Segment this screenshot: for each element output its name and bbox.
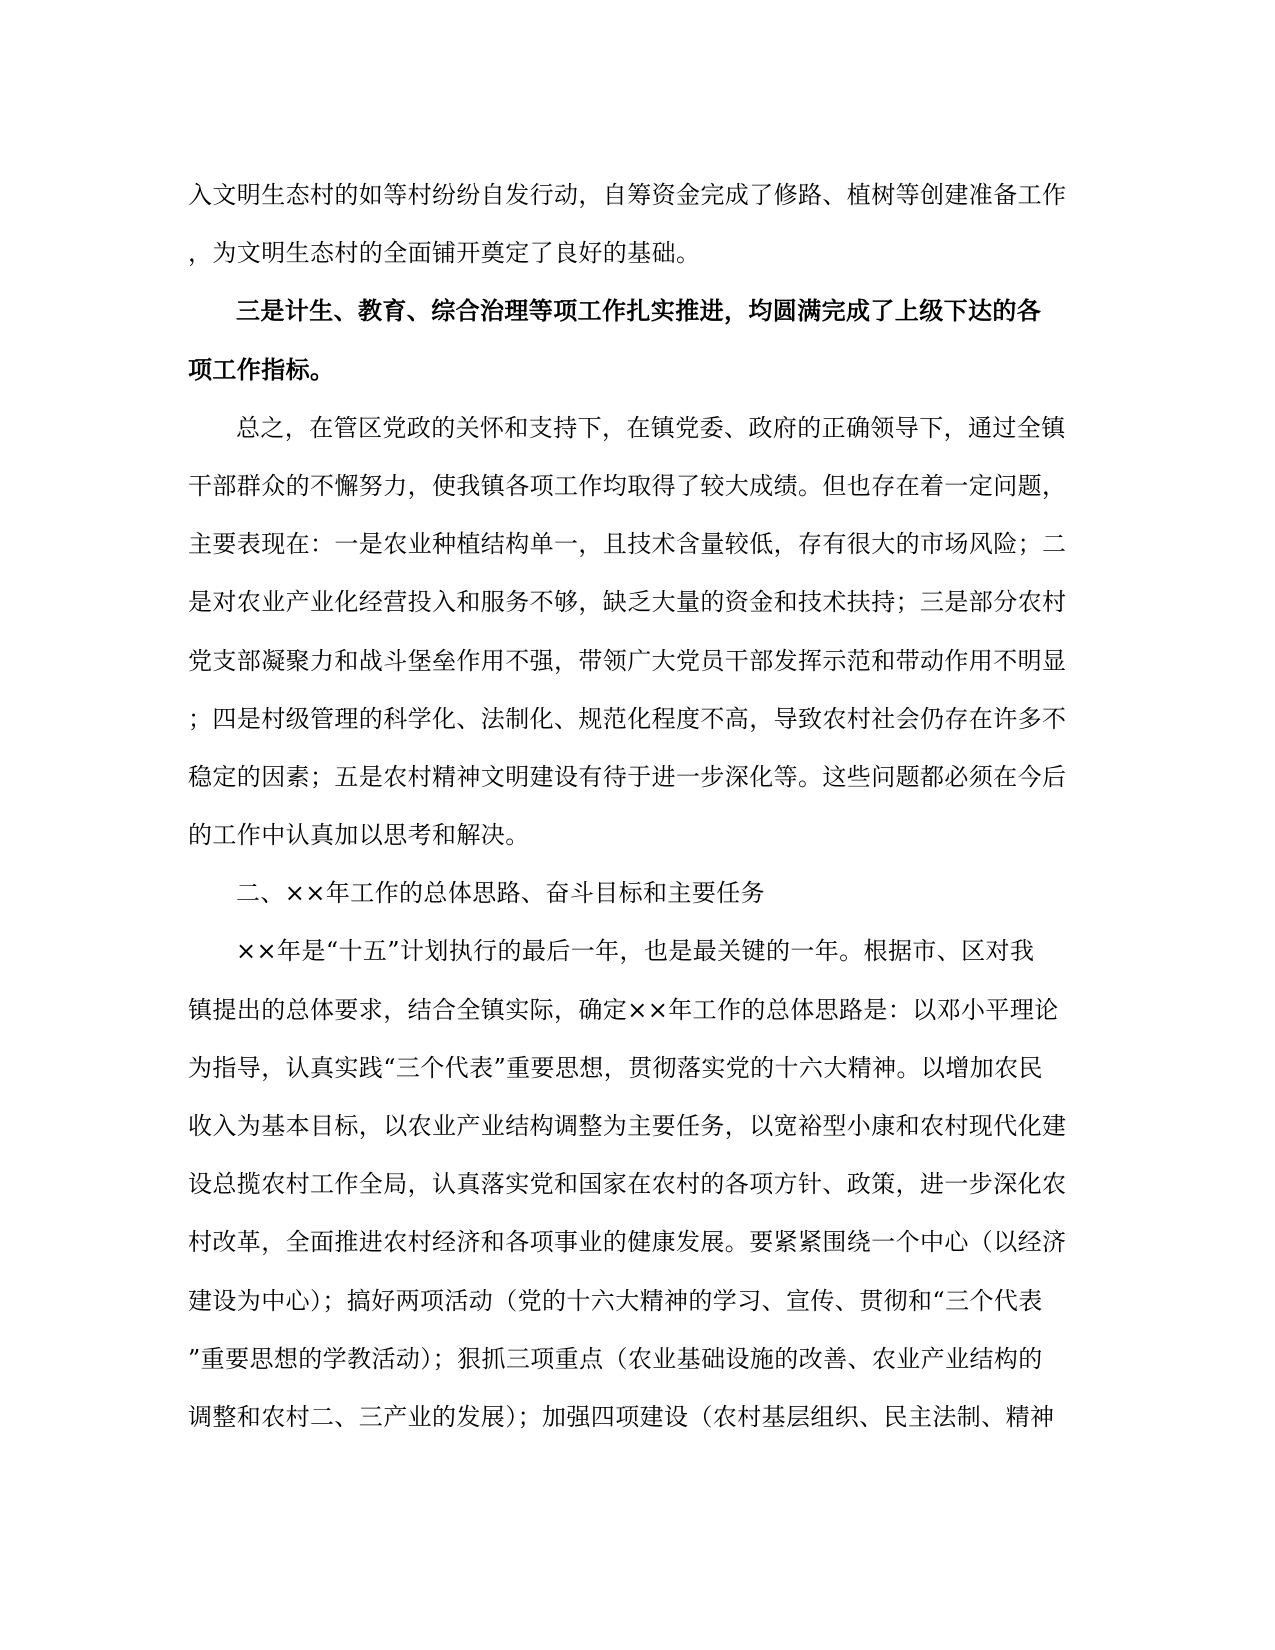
text-line: 设总揽农村工作全局，认真落实党和国家在农村的各项方针、政策，进一步深化农 <box>188 1170 1067 1199</box>
text-line: 村改革，全面推进农村经济和各项事业的健康发展。要紧紧围绕一个中心（以经济 <box>188 1228 1067 1257</box>
document-body <box>188 166 1088 1446</box>
text-line: 总之，在管区党政的关怀和支持下，在镇党委、政府的正确领导下，通过全镇 <box>236 413 1066 442</box>
text-line: 入文明生态村的如等村纷纷自发行动，自筹资金完成了修路、植树等创建准备工作 <box>188 181 1067 209</box>
text-line: 镇提出的总体要求，结合全镇实际，确定××年工作的总体思路是：以邓小平理论 <box>188 995 1059 1024</box>
text-line: 三是计生、教育、综合治理等项工作扎实推进，均圆满完成了上级下达的各 <box>236 296 1042 326</box>
section-heading: 二、××年工作的总体思路、奋斗目标和主要任务 <box>236 879 766 908</box>
text-line: 党支部凝聚力和战斗堡垒作用不强，带领广大党员干部发挥示范和带动作用不明显 <box>188 646 1067 675</box>
text-line: 是对农业产业化经营投入和服务不够，缺乏大量的资金和技术扶持；三是部分农村 <box>188 588 1067 617</box>
text-line: 稳定的因素；五是农村精神文明建设有待于进一步深化等。这些问题都必须在今后 <box>188 762 1067 791</box>
text-line: 的工作中认真加以思考和解决。 <box>188 821 530 850</box>
text-line: ××年是“十五”计划执行的最后一年，也是最关键的一年。根据市、区对我 <box>236 937 1035 966</box>
text-line: 干部群众的不懈努力，使我镇各项工作均取得了较大成绩。但也存在着一定问题， <box>188 471 1067 500</box>
text-line: 收入为基本目标，以农业产业结构调整为主要任务，以宽裕型小康和农村现代化建 <box>188 1112 1067 1140</box>
text-line: 调整和农村二、三产业的发展）；加强四项建设（农村基层组织、民主法制、精神 <box>188 1402 1055 1431</box>
text-line: 建设为中心）；搞好两项活动（党的十六大精神的学习、宣传、贯彻和“三个代表 <box>188 1286 1043 1315</box>
text-line: 为指导，认真实践“三个代表”重要思想，贯彻落实党的十六大精神。以增加农民 <box>188 1053 1043 1082</box>
text-line: 主要表现在：一是农业种植结构单一，且技术含量较低，存有很大的市场风险；二 <box>188 530 1067 559</box>
text-line: ”重要思想的学教活动）；狠抓三项重点（农业基础设施的改善、农业产业结构的 <box>188 1344 1043 1373</box>
text-line: ，为文明生态村的全面铺开奠定了良好的基础。 <box>188 239 701 268</box>
text-line: ；四是村级管理的科学化、法制化、规范化程度不高，导致农村社会仍存在许多不 <box>188 704 1067 733</box>
text-line: 项工作指标。 <box>188 354 335 384</box>
